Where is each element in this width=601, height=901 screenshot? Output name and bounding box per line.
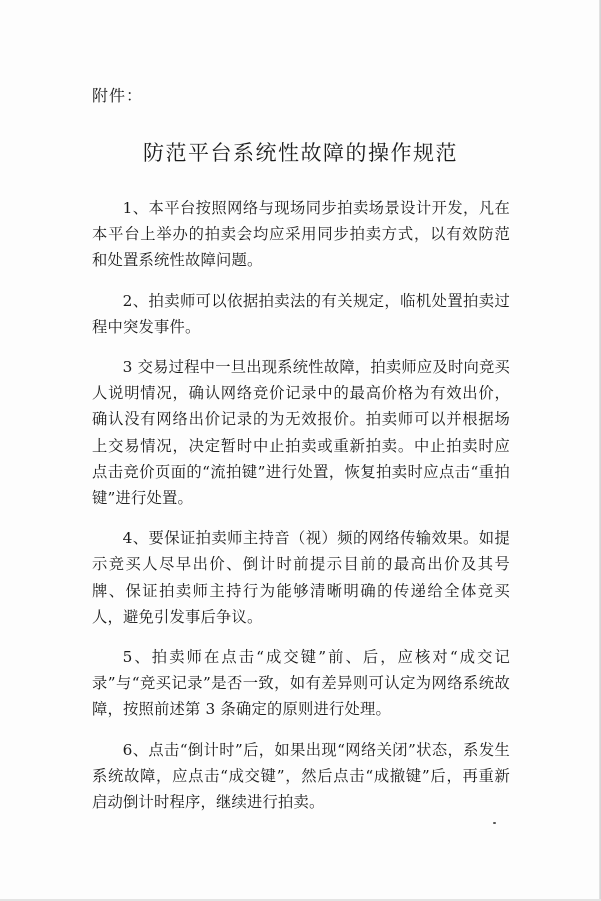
scan-speck xyxy=(493,822,496,824)
paragraph-1: 1、本平台按照网络与现场同步拍卖场景设计开发，凡在本平台上举办的拍卖会均应采用同步拍卖方式，以有效防范和处置系统性故障问题。 xyxy=(92,199,510,270)
attachment-label: 附件： xyxy=(92,86,144,105)
paragraph-2: 2、拍卖师可以依据拍卖法的有关规定，临机处置拍卖过程中突发事件。 xyxy=(92,291,510,336)
document-body xyxy=(92,195,510,829)
paragraph-4: 4、要保证拍卖师主持音（视）频的网络传输效果。如提示竞买人尽早出价、倒计时前提示目前的最高出价及其号牌、保证拍卖师主持行为能够清晰明确的传递给全体竞买人，避免引发事后争议。 xyxy=(92,529,510,626)
paragraph-3: 3 交易过程中一旦出现系统性故障，拍卖师应及时向竞买人说明情况，确认网络竞价记录中的最高价格为有效出价，确认没有网络出价记录的为无效报价。拍卖师可以并根据场上交易情况，决定暂时中止拍卖或重新拍卖。中止拍卖时应点击竞价页面的“流拍键”进行处置，恢复拍卖时应点击“重拍键”进行处置。 xyxy=(92,358,510,508)
document-title: 防范平台系统性故障的操作规范 xyxy=(143,141,458,165)
paragraph-6: 6、点击“倒计时”后，如果出现“网络关闭”状态，系发生系统故障，应点击“成交键”，然后点击“成撤键”后，再重新启动倒计时程序，继续进行拍卖。 xyxy=(92,740,510,812)
paragraph-5: 5、拍卖师在点击“成交键”前、后，应核对“成交记录”与“竞买记录”是否一致，如有差异则可认定为网络系统故障，按照前述第 3 条确定的原则进行处理。 xyxy=(92,648,510,719)
